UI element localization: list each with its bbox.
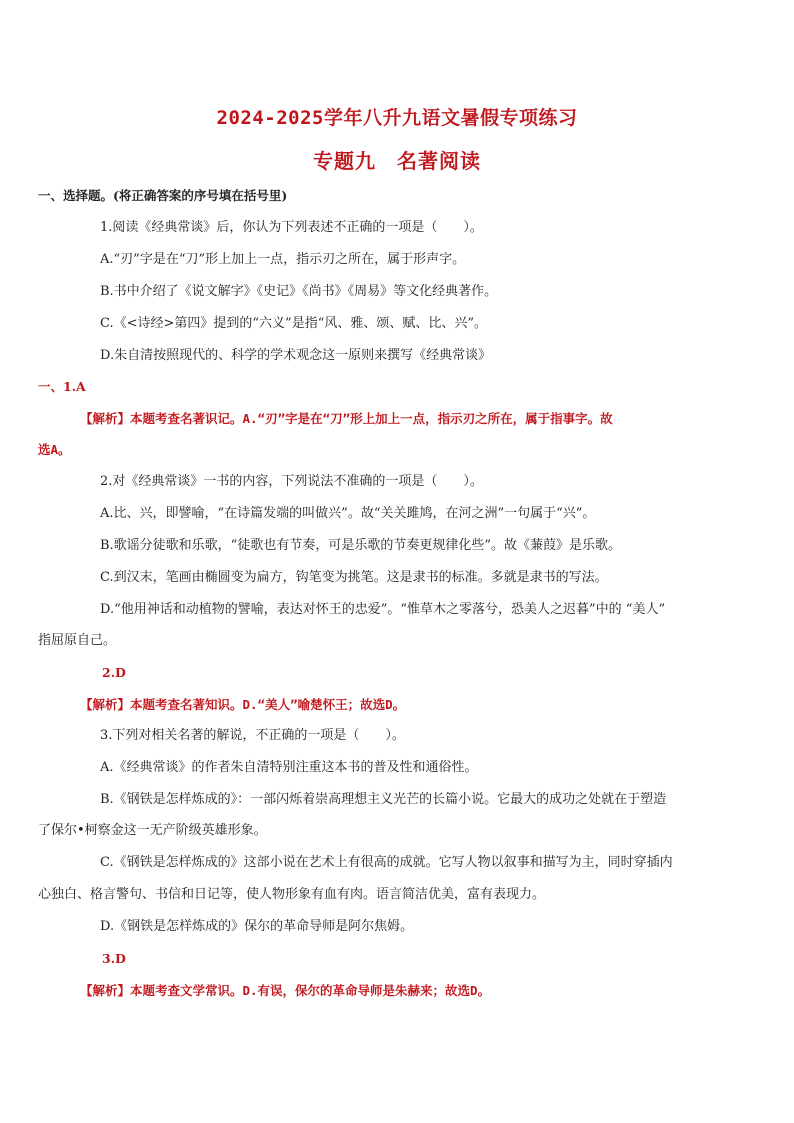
q1-answer: 一、1.A: [38, 379, 86, 394]
section-heading: 一、选择题。(将正确答案的序号填在括号里): [38, 188, 288, 203]
q3-option-a: A.《经典常谈》的作者朱自清特别注重这本书的普及性和通俗性。: [100, 760, 478, 775]
page-title: 2024-2025学年八升九语文暑假专项练习: [216, 107, 578, 129]
q3-option-b-cont: 了保尔•柯察金这一无产阶级英雄形象。: [38, 823, 267, 838]
q3-option-b: B.《钢铁是怎样炼成的》：一部闪烁着崇高理想主义光芒的长篇小说。它最大的成功之处就在于塑造: [100, 792, 667, 807]
page-subtitle: 专题九 名著阅读: [313, 149, 481, 173]
q2-option-d-cont: 指屈原自己。: [38, 633, 117, 648]
q1-option-a: A.“刃”字是在“刀”形上加上一点，指示刃之所在，属于形声字。: [100, 252, 466, 267]
q1-stem: 1.阅读《经典常谈》后，你认为下列表述不正确的一项是（ ）。: [100, 220, 483, 235]
q2-stem: 2.对《经典常谈》一书的内容，下列说法不准确的一项是（ ）。: [100, 474, 483, 489]
q2-option-b: B.歌谣分徒歌和乐歌，“徒歌也有节奏，可是乐歌的节奏更规律化些”。故《蒹葭》是乐歌。: [100, 538, 621, 553]
q1-option-b: B.书中介绍了《说文解字》《史记》《尚书》《周易》等文化经典著作。: [100, 284, 498, 299]
q1-analysis: 【解析】本题考查名著识记。A.“刃”字是在“刀”形上加上一点，指示刃之所在，属于指事字。故: [80, 411, 613, 426]
q2-option-d: D.“他用神话和动植物的譬喻，表达对怀王的忠爱”。“惟草木之零落兮，恐美人之迟暮”中的 “美人”: [100, 602, 666, 617]
q2-option-a: A.比、兴，即譬喻，“在诗篇发端的叫做兴”。故“关关雎鸠，在河之洲”一句属于“兴”。: [100, 506, 596, 521]
q2-analysis: 【解析】本题考查名著知识。D.“美人”喻楚怀王；故选D。: [80, 697, 406, 712]
q1-analysis-cont: 选A。: [38, 442, 71, 457]
q1-option-c: C.《<诗经>第四》提到的“六义”是指“风、雅、颂、赋、比、兴”。: [100, 316, 487, 331]
q3-option-c-cont: 心独白、格言警句、书信和日记等，使人物形象有血有肉。语言简洁优美，富有表现力。: [38, 887, 546, 902]
q3-option-c: C.《钢铁是怎样炼成的》这部小说在艺术上有很高的成就。它写人物以叙事和描写为主，同时穿插内: [100, 855, 673, 870]
q2-option-c: C.到汉末，笔画由椭圆变为扁方，钩笔变为挑笔。这是隶书的标准。多就是隶书的写法。: [100, 570, 608, 585]
q3-option-d: D.《钢铁是怎样炼成的》保尔的革命导师是阿尔焦姆。: [100, 919, 414, 934]
q3-analysis: 【解析】本题考查文学常识。D.有误，保尔的革命导师是朱赫来；故选D。: [80, 983, 491, 998]
q1-option-d: D.朱自清按照现代的、科学的学术观念这一原则来撰写《经典常谈》: [100, 348, 492, 363]
q3-stem: 3.下列对相关名著的解说，不正确的一项是（ ）。: [100, 728, 405, 743]
q3-answer: 3.D: [102, 951, 126, 966]
q2-answer: 2.D: [102, 665, 126, 680]
